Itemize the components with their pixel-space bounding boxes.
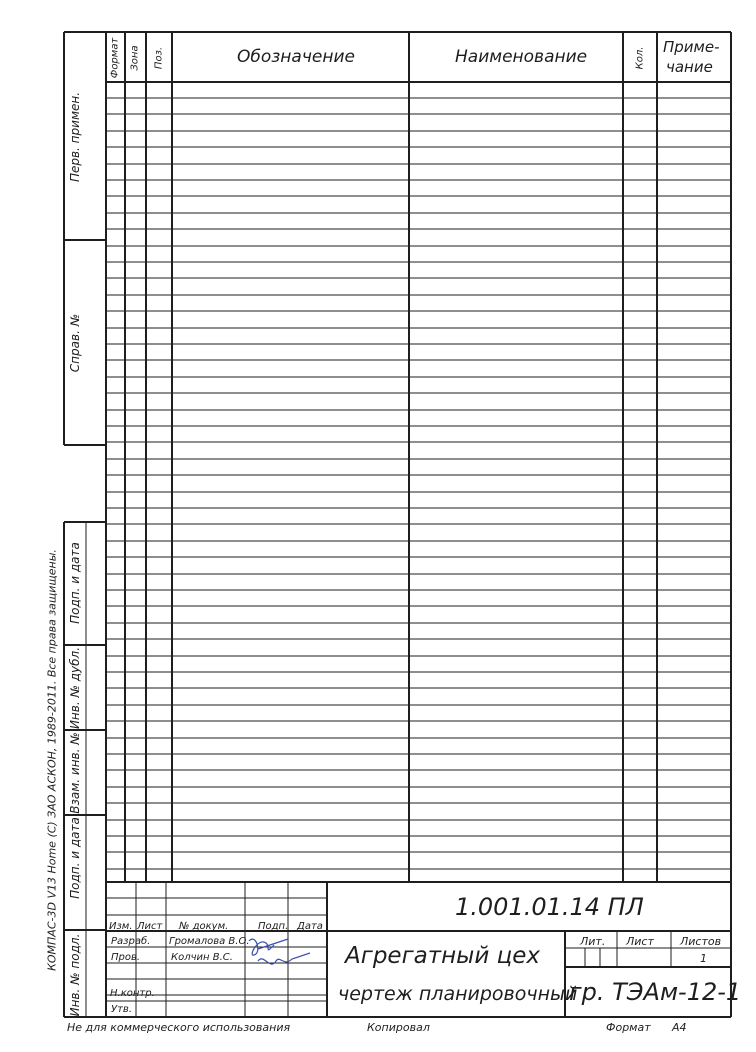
side-inv-dup: Инв. № дубл. <box>68 646 82 730</box>
sheet-label: Лист <box>626 935 654 948</box>
header-designation: Обозначение <box>237 47 355 67</box>
developer-name: Громалова В.О. <box>169 936 250 947</box>
header-zone: Зона <box>129 45 141 71</box>
footer-format-value: А4 <box>672 1021 687 1034</box>
document-title-2: чертеж планировочный <box>338 983 578 1005</box>
sheets-count: 1 <box>700 952 707 965</box>
role-checker: Пров. <box>111 952 141 963</box>
checker-name: Колчин В.С. <box>171 952 233 963</box>
col-date: Дата <box>297 921 323 932</box>
header-note-2: чание <box>666 58 713 76</box>
header-note-1: Приме- <box>663 38 720 56</box>
copyright-notice: КОМПАС-3D V13 Home (С) ЗАО АСКОН, 1989-2011. Все права защищены. <box>45 549 59 971</box>
side-reference-no: Справ. № <box>68 313 82 373</box>
header-position: Поз. <box>153 46 165 70</box>
sheets-label: Листов <box>680 935 722 948</box>
role-approved: Утв. <box>111 1004 132 1015</box>
header-format: Формат <box>109 37 121 79</box>
col-signature: Подп. <box>258 921 289 932</box>
footer-format-label: Формат <box>606 1021 651 1034</box>
header-quantity: Кол. <box>634 46 646 70</box>
side-first-use: Перв. примен. <box>68 91 82 183</box>
side-sign-date-2: Подп. и дата <box>68 817 82 899</box>
footer-noncommercial: Не для коммерческого использования <box>67 1021 291 1034</box>
signature-developer-icon <box>244 931 314 973</box>
lit-label: Лит. <box>580 935 606 948</box>
group-code: гр. ТЭАм-12-1 <box>569 978 742 1006</box>
col-change: Изм. <box>109 921 133 932</box>
col-sheet: Лист <box>137 921 163 932</box>
side-replace-inv: Взам. инв. № <box>68 732 82 814</box>
document-designation: 1.001.01.14 ПЛ <box>455 893 644 921</box>
side-sign-date: Подп. и дата <box>68 542 82 624</box>
side-inv-original: Инв. № подл. <box>68 933 82 1017</box>
document-title-1: Агрегатный цех <box>345 943 541 969</box>
col-doc-no: № докум. <box>179 921 229 932</box>
footer-copied: Копировал <box>367 1021 430 1034</box>
role-norm-control: Н.контр. <box>110 988 155 999</box>
role-developer: Разраб. <box>111 936 151 947</box>
header-name: Наименование <box>455 47 588 67</box>
